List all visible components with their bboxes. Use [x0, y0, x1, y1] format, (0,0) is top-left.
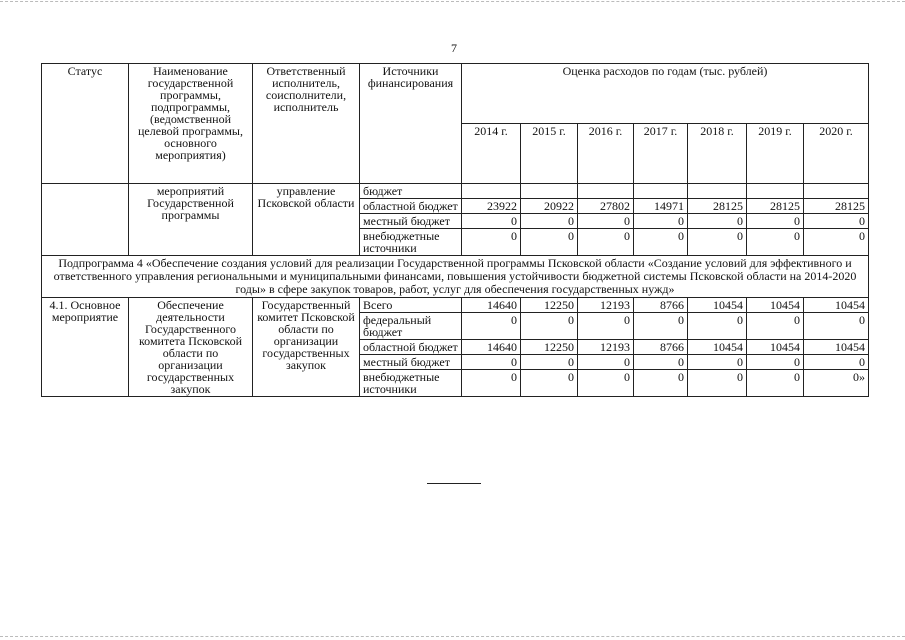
block1-name: мероприятий Государственной программы [129, 184, 253, 256]
header-year: 2014 г. [462, 124, 521, 184]
value-cell: 0 [688, 370, 747, 397]
value-cell: 10454 [688, 340, 747, 355]
value-cell: 10454 [747, 340, 804, 355]
budget-table [41, 63, 869, 397]
value-cell: 0 [578, 313, 634, 340]
value-cell: 0 [521, 229, 578, 256]
value-cell: 0 [804, 313, 869, 340]
scan-edge-top [0, 1, 905, 2]
value-cell: 0 [688, 313, 747, 340]
source-label: областной бюджет [360, 199, 462, 214]
header-responsible: Ответственный исполнитель, соисполнители, исполнитель [253, 64, 360, 184]
value-cell: 0 [521, 355, 578, 370]
source-label: областной бюджет [360, 340, 462, 355]
value-cell: 0 [462, 370, 521, 397]
value-cell: 0 [747, 229, 804, 256]
value-cell: 0 [747, 313, 804, 340]
value-cell: 12250 [521, 340, 578, 355]
value-cell: 0 [521, 313, 578, 340]
value-cell [747, 184, 804, 199]
value-cell: 0 [804, 355, 869, 370]
value-cell [521, 184, 578, 199]
header-year: 2020 г. [804, 124, 869, 184]
value-cell [578, 184, 634, 199]
header-year: 2018 г. [688, 124, 747, 184]
value-cell: 8766 [634, 298, 688, 313]
value-cell [688, 184, 747, 199]
value-cell: 28125 [804, 199, 869, 214]
header-row-1 [42, 64, 869, 124]
value-cell: 0 [688, 355, 747, 370]
subprogram-title: Подпрограмма 4 «Обеспечение создания условий для реализации Государственной программы Псковской области «Создание условий для эффективного и ответственного управления региональными и муниципальными финансами, повышения устойчивости бюджетной системы Псковской области на 2014-2020 годы» в сфере закупок товаров, работ, услуг для обеспечения государственных нужд» [42, 256, 869, 298]
value-cell: 0 [521, 214, 578, 229]
value-cell: 0 [462, 214, 521, 229]
value-cell: 10454 [804, 298, 869, 313]
value-cell: 14640 [462, 340, 521, 355]
header-year: 2016 г. [578, 124, 634, 184]
value-cell: 8766 [634, 340, 688, 355]
block2-status: 4.1. Основное мероприятие [42, 298, 129, 397]
value-cell: 0 [634, 355, 688, 370]
page-number: 7 [451, 41, 457, 55]
value-cell [462, 184, 521, 199]
value-cell: 0 [578, 229, 634, 256]
value-cell: 0 [747, 214, 804, 229]
value-cell: 0 [747, 370, 804, 397]
source-label: федеральный бюджет [360, 313, 462, 340]
value-cell: 0 [462, 229, 521, 256]
block2-name: Обеспечение деятельности Государственного комитета Псковской области по организации государственных закупок [129, 298, 253, 397]
source-label: внебюджетные источники [360, 370, 462, 397]
value-cell: 0» [804, 370, 869, 397]
scan-edge-bottom [0, 636, 905, 637]
table-row [42, 184, 869, 199]
value-cell: 0 [462, 313, 521, 340]
value-cell: 0 [634, 229, 688, 256]
value-cell: 0 [521, 370, 578, 397]
block1-responsible: управление Псковской области [253, 184, 360, 256]
header-year: 2017 г. [634, 124, 688, 184]
value-cell: 0 [688, 229, 747, 256]
source-label: местный бюджет [360, 355, 462, 370]
table-row [42, 298, 869, 313]
header-year: 2019 г. [747, 124, 804, 184]
value-cell: 0 [578, 370, 634, 397]
source-label: бюджет [360, 184, 462, 199]
header-year: 2015 г. [521, 124, 578, 184]
value-cell: 28125 [747, 199, 804, 214]
value-cell: 0 [462, 355, 521, 370]
value-cell: 0 [578, 214, 634, 229]
value-cell: 10454 [747, 298, 804, 313]
subprogram-row [42, 256, 869, 298]
value-cell: 12250 [521, 298, 578, 313]
value-cell: 28125 [688, 199, 747, 214]
value-cell: 23922 [462, 199, 521, 214]
value-cell: 10454 [688, 298, 747, 313]
header-name: Наименование государственной программы, подпрограммы, (ведомственной целевой программы, основного мероприятия) [129, 64, 253, 184]
value-cell: 0 [634, 370, 688, 397]
block1-status-cell [42, 184, 129, 256]
source-label: Всего [360, 298, 462, 313]
block2-responsible: Государственный комитет Псковской области по организации государственных закупок [253, 298, 360, 397]
value-cell: 10454 [804, 340, 869, 355]
value-cell: 12193 [578, 340, 634, 355]
value-cell: 0 [578, 355, 634, 370]
value-cell: 0 [747, 355, 804, 370]
header-sources: Источники финансирования [360, 64, 462, 184]
value-cell: 0 [634, 313, 688, 340]
source-label: местный бюджет [360, 214, 462, 229]
value-cell: 0 [634, 214, 688, 229]
value-cell [804, 184, 869, 199]
end-divider [427, 483, 481, 484]
header-status: Статус [42, 64, 129, 184]
value-cell: 14971 [634, 199, 688, 214]
header-estimate: Оценка расходов по годам (тыс. рублей) [462, 64, 869, 124]
source-label: внебюджетные источники [360, 229, 462, 256]
value-cell [634, 184, 688, 199]
value-cell: 0 [804, 214, 869, 229]
value-cell: 27802 [578, 199, 634, 214]
value-cell: 0 [688, 214, 747, 229]
value-cell: 0 [804, 229, 869, 256]
value-cell: 14640 [462, 298, 521, 313]
value-cell: 12193 [578, 298, 634, 313]
value-cell: 20922 [521, 199, 578, 214]
